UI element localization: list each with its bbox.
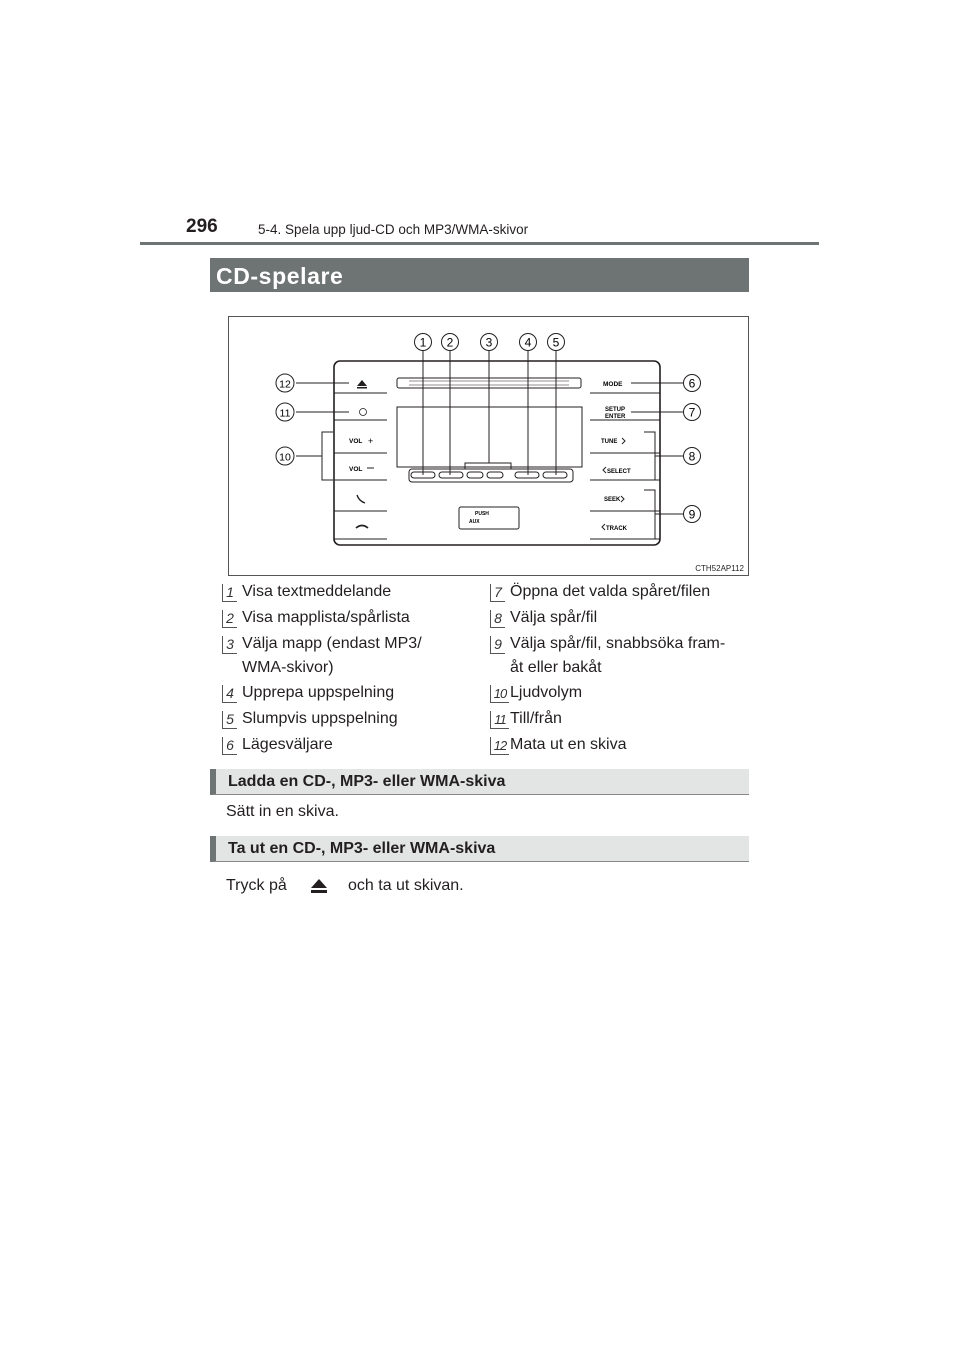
enter-label: ENTER [605, 414, 626, 420]
mode-label: MODE [603, 381, 623, 388]
phone-pickup-icon [357, 495, 365, 503]
aux-label: AUX [469, 519, 480, 525]
legend-text: Ljudvolym [510, 684, 583, 701]
eject-button-icon [357, 380, 367, 386]
callout-1: 1 [419, 335, 427, 350]
eject-disc-title: Ta ut en CD-, MP3- eller WMA-skiva [228, 840, 496, 857]
legend-number: 2 [222, 610, 237, 628]
cd-player-figure [228, 316, 749, 576]
legend-text: Mata ut en skiva [510, 736, 627, 753]
legend-text: Lägesväljare [242, 736, 333, 753]
select-chevron-icon [603, 467, 606, 473]
callout-10: 10 [279, 451, 291, 464]
vol-plus-label: VOL [349, 438, 363, 445]
legend-number: 9 [490, 636, 505, 654]
figure-code: CTH52AP112 [695, 564, 744, 573]
vol-minus-label: VOL [349, 466, 363, 473]
legend-number: 7 [490, 584, 505, 602]
tune-chevron-icon [622, 438, 625, 444]
audio-panel-diagram [229, 317, 750, 577]
callout-7: 7 [688, 405, 696, 420]
callout-11: 11 [279, 407, 291, 420]
page-number: 296 [186, 216, 218, 237]
legend-number: 3 [222, 636, 237, 654]
legend-text: Visa textmeddelande [242, 583, 392, 600]
volume-bracket [322, 432, 333, 480]
legend-number: 5 [222, 711, 237, 729]
legend-text: Välja spår/fil [510, 609, 598, 626]
legend-number: 1 [222, 584, 237, 602]
legend-text-continued: WMA-skivor) [242, 659, 334, 676]
legend-text: Välja spår/fil, snabbsöka fram- [510, 635, 726, 652]
track-label: TRACK [606, 526, 627, 532]
seek-label: SEEK [604, 497, 621, 503]
legend-text: Visa mapplista/spårlista [242, 609, 410, 626]
legend-number: 6 [222, 737, 237, 755]
legend-text: Öppna det valda spåret/filen [510, 583, 711, 600]
eject-text-before: Tryck på [226, 877, 287, 894]
legend-text-continued: åt eller bakåt [510, 659, 602, 676]
legend-number: 4 [222, 685, 237, 703]
legend-text: Slumpvis uppspelning [242, 710, 398, 727]
callout-3: 3 [485, 335, 493, 350]
callout-markers [276, 334, 701, 523]
usb-aux-port [459, 507, 519, 529]
tune-label: TUNE [601, 439, 618, 445]
eject-disc-header [210, 836, 749, 862]
load-disc-header [210, 769, 749, 795]
section-title: CD-spelare [216, 263, 344, 289]
power-button-icon [360, 409, 367, 416]
push-label: PUSH [475, 511, 489, 517]
tune-select-bracket [644, 432, 655, 480]
load-disc-text: Sätt in en skiva. [226, 803, 339, 820]
callout-9: 9 [688, 507, 696, 522]
legend-number: 11 [490, 711, 509, 729]
plus-icon: + [368, 436, 374, 446]
eject-text-after: och ta ut skivan. [348, 877, 464, 894]
select-label: SELECT [607, 469, 631, 475]
callout-12: 12 [279, 378, 291, 391]
preset-buttons [409, 463, 573, 482]
legend-number: 8 [490, 610, 505, 628]
header-divider [140, 242, 819, 245]
load-disc-title: Ladda en CD-, MP3- eller WMA-skiva [228, 773, 506, 790]
callout-8: 8 [688, 449, 696, 464]
legend-number: 12 [490, 737, 509, 755]
callout-leaders [296, 350, 683, 514]
callout-5: 5 [552, 335, 560, 350]
legend-number: 10 [490, 685, 509, 703]
legend-text: Välja mapp (endast MP3/ [242, 635, 422, 652]
legend-text: Till/från [510, 710, 562, 727]
breadcrumb: 5-4. Spela upp ljud-CD och MP3/WMA-skivor [258, 222, 529, 237]
seek-track-bracket [644, 490, 655, 539]
legend-text: Upprepa uppspelning [242, 684, 395, 701]
phone-hangup-icon [356, 526, 368, 529]
seek-chevron-icon [621, 496, 624, 502]
callout-6: 6 [688, 376, 696, 391]
eject-icon [310, 877, 328, 895]
track-chevron-icon [602, 524, 605, 530]
callout-4: 4 [524, 335, 532, 350]
setup-label: SETUP [605, 407, 626, 413]
callout-2: 2 [446, 335, 454, 350]
